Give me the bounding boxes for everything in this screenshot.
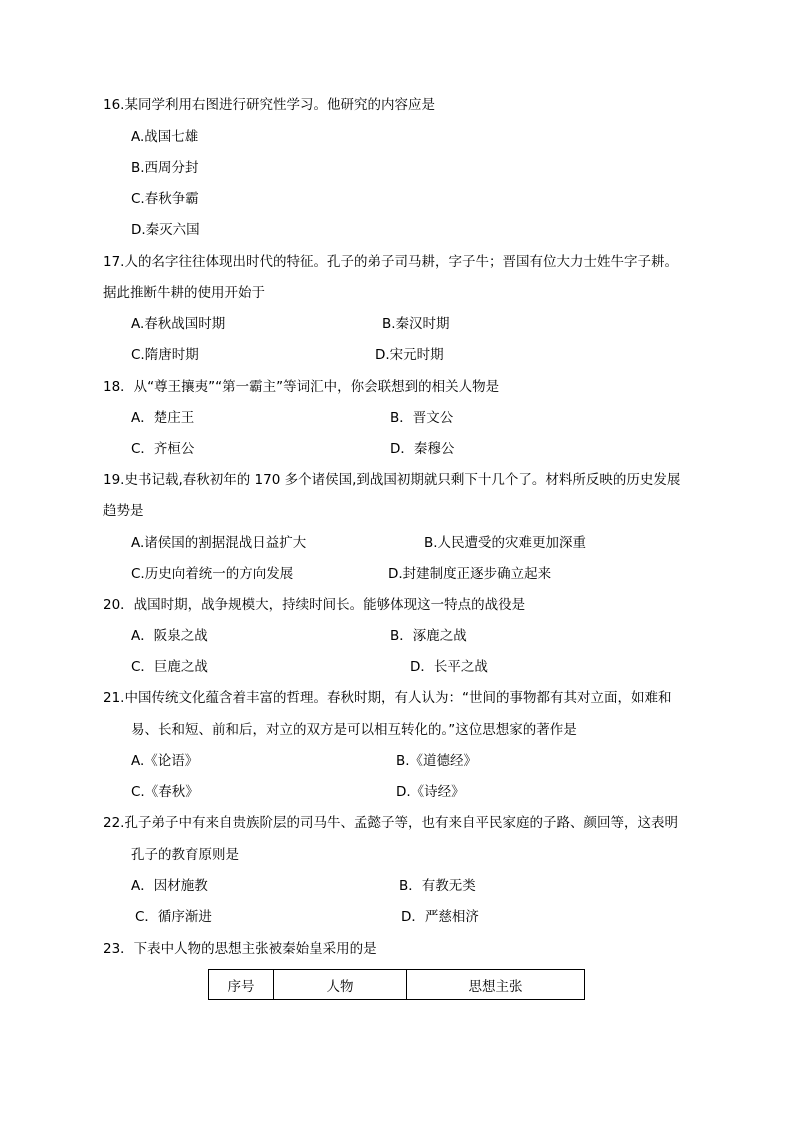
table-header-person: 人物 bbox=[274, 970, 407, 1000]
question-19-option-a[interactable]: A.诸侯国的割据混战日益扩大 bbox=[131, 535, 307, 551]
question-17-option-c[interactable]: C.隋唐时期 bbox=[131, 347, 199, 363]
question-17-option-a[interactable]: A.春秋战国时期 bbox=[131, 316, 226, 332]
question-17-stem-line2: 据此推断牛耕的使用开始于 bbox=[103, 285, 265, 301]
question-19-option-d[interactable]: D.封建制度正逐步确立起来 bbox=[388, 566, 552, 582]
question-20-option-c[interactable]: C．巨鹿之战 bbox=[131, 659, 208, 675]
question-19-option-c[interactable]: C.历史向着统一的方向发展 bbox=[131, 566, 294, 582]
question-19-option-b[interactable]: B.人民遭受的灾难更加深重 bbox=[424, 535, 587, 551]
question-16-option-a[interactable]: A.战国七雄 bbox=[131, 129, 199, 145]
question-20-option-a[interactable]: A．阪泉之战 bbox=[131, 628, 208, 644]
question-18-option-b[interactable]: B．晋文公 bbox=[390, 410, 454, 426]
question-18-stem: 18．从“尊王攘夷”“第一霸主”等词汇中，你会联想到的相关人物是 bbox=[103, 379, 500, 395]
thinkers-table bbox=[208, 969, 585, 1000]
question-21-option-d[interactable]: D.《诗经》 bbox=[396, 784, 465, 800]
table-header-row bbox=[209, 970, 585, 1000]
question-23-stem: 23．下表中人物的思想主张被秦始皇采用的是 bbox=[103, 941, 377, 957]
question-18-option-a[interactable]: A．楚庄王 bbox=[131, 410, 195, 426]
question-16-option-c[interactable]: C.春秋争霸 bbox=[131, 191, 199, 207]
question-22-option-b[interactable]: B．有教无类 bbox=[399, 878, 476, 894]
question-18-option-d[interactable]: D．秦穆公 bbox=[390, 441, 455, 457]
table-header-thought: 思想主张 bbox=[407, 970, 585, 1000]
question-22-stem-line2: 孔子的教育原则是 bbox=[131, 847, 239, 863]
question-22-stem-line1: 22.孔子弟子中有来自贵族阶层的司马牛、孟懿子等，也有来自平民家庭的子路、颜回等，这表明 bbox=[103, 815, 678, 831]
question-20-option-d[interactable]: D．长平之战 bbox=[410, 659, 488, 675]
question-16-stem: 16.某同学利用右图进行研究性学习。他研究的内容应是 bbox=[103, 97, 435, 113]
question-21-stem-line2: 易、长和短、前和后，对立的双方是可以相互转化的。”这位思想家的著作是 bbox=[131, 722, 577, 738]
question-22-option-c[interactable]: C．循序渐进 bbox=[135, 909, 212, 925]
question-17-option-b[interactable]: B.秦汉时期 bbox=[382, 316, 450, 332]
question-21-option-c[interactable]: C.《春秋》 bbox=[131, 784, 199, 800]
question-18-option-c[interactable]: C．齐桓公 bbox=[131, 441, 195, 457]
question-17-option-d[interactable]: D.宋元时期 bbox=[375, 347, 444, 363]
question-16-option-b[interactable]: B.西周分封 bbox=[131, 160, 199, 176]
question-17-stem-line1: 17.人的名字往往体现出时代的特征。孔子的弟子司马耕，字子牛；晋国有位大力士姓牛字子耕。 bbox=[103, 254, 678, 270]
question-21-option-a[interactable]: A.《论语》 bbox=[131, 753, 199, 769]
question-21-option-b[interactable]: B.《道德经》 bbox=[396, 753, 478, 769]
question-21-stem-line1: 21.中国传统文化蕴含着丰富的哲理。春秋时期，有人认为：“世间的事物都有其对立面，如难和 bbox=[103, 690, 672, 706]
question-22-option-a[interactable]: A．因材施教 bbox=[131, 878, 208, 894]
question-20-option-b[interactable]: B．涿鹿之战 bbox=[390, 628, 467, 644]
question-20-stem: 20．战国时期，战争规模大，持续时间长。能够体现这一特点的战役是 bbox=[103, 597, 526, 613]
question-19-stem-line1: 19.史书记载,春秋初年的 170 多个诸侯国,到战国初期就只剩下十几个了。材料所反映的历史发展 bbox=[103, 472, 681, 488]
question-19-stem-line2: 趋势是 bbox=[103, 503, 144, 519]
table-header-number: 序号 bbox=[209, 970, 274, 1000]
question-16-option-d[interactable]: D.秦灭六国 bbox=[131, 222, 200, 238]
question-22-option-d[interactable]: D．严慈相济 bbox=[401, 909, 479, 925]
